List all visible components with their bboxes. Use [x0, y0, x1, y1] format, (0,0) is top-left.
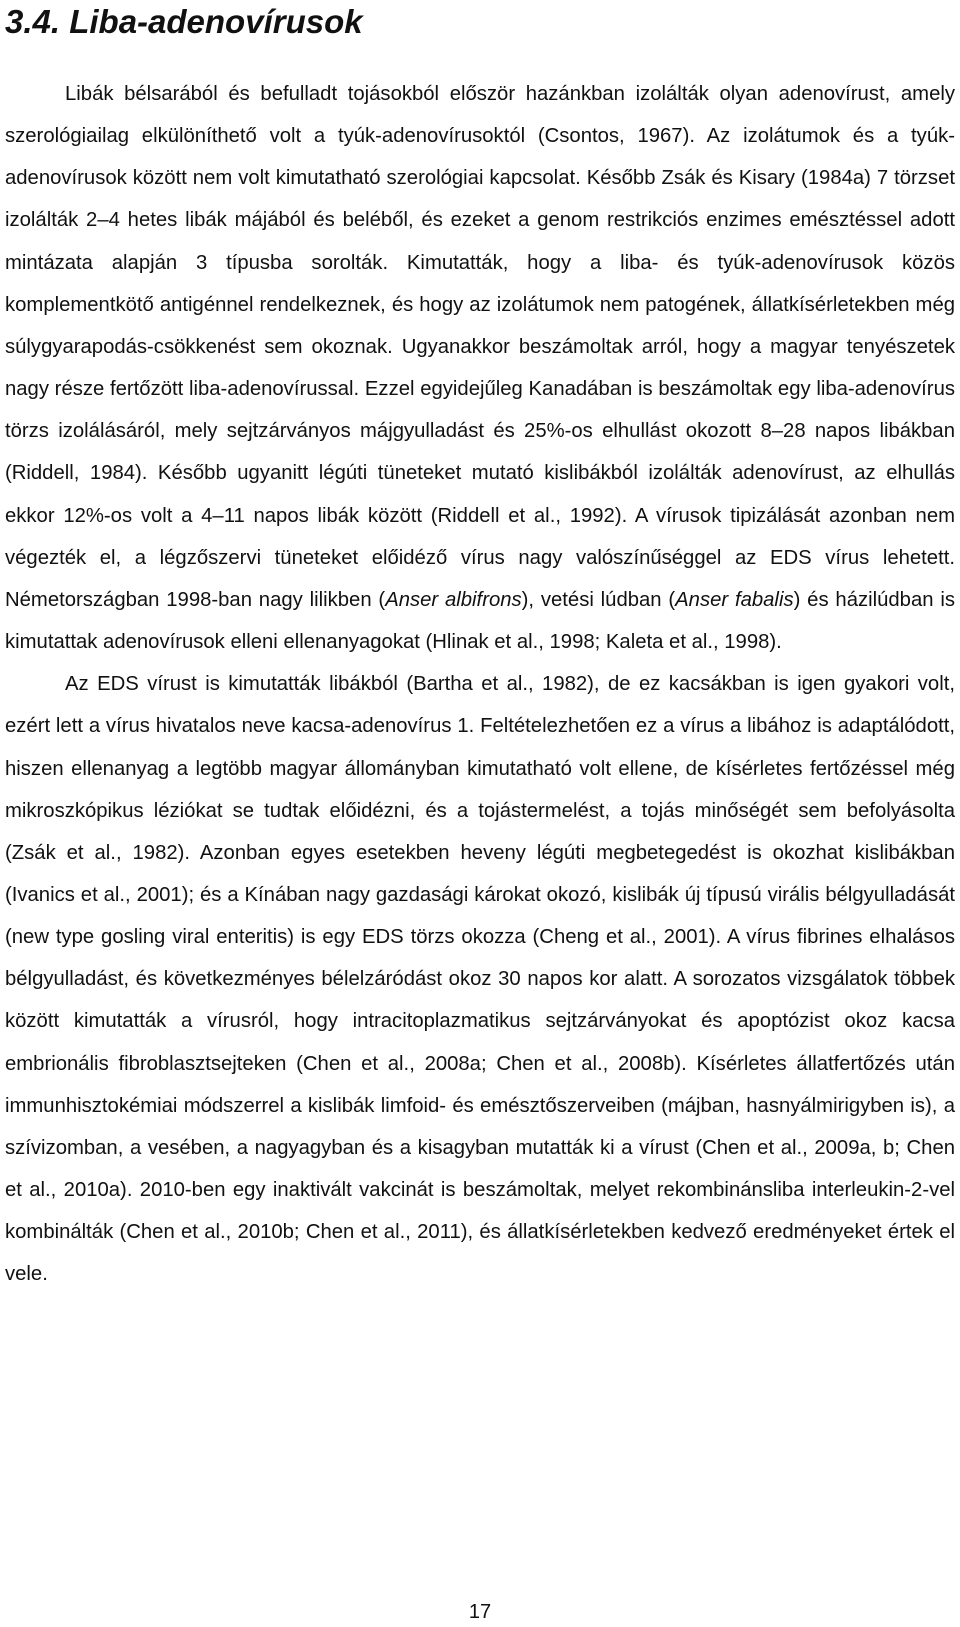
- species-name: Anser fabalis: [675, 588, 794, 611]
- text-run: Az EDS vírust is kimutatták libákból (Bartha et al., 1982), de ez kacsákban is igen gyakori volt, ezért lett a vírus hivatalos neve kacsa-adenovírus 1. Feltételezhetően ez a vírus a libához is adaptálódott, hiszen ellenanyag a legtöbb magyar állományban kimutatható volt ellene, de kísérletes fertőzéssel még mikroszkópikus léziókat se tudtak előidézni, és a tojástermelést, a tojás minőségét sem befolyásolta (Zsák et al., 1982). Azonban egyes esetekben heveny légúti megbetegedést is okozhat kislibákban (Ivanics et al., 2001); és a Kínában nagy gazdasági károkat okozó, kislibák új típusú virális bélgyulladását (new type gosling viral enteritis) is egy EDS törzs okozza (Cheng et al., 2001). A vírus fibrines elhalásos bélgyulladást, és következményes bélelzáródást okoz 30 napos kor alatt. A sorozatos vizsgálatok többek között kimutatták a vírusról, hogy intracitoplazmatikus sejtzárványokat és apoptózist okoz kacsa embrionális fibroblasztsejteken (Chen et al., 2008a; Chen et al., 2008b). Kísérletes állatfertőzés után immunhisztokémiai módszerrel a kislibák limfoid- és emésztőszerveiben (májban, hasnyálmirigyben is), a szívizomban, a vesében, a nagyagyban és a kisagyban mutatták ki a vírust (Chen et al., 2009a, b; Chen et al., 2010a). 2010-ben egy inaktivált vakcinát is beszámoltak, melyet rekombinánsliba interleukin-2-vel kombinálták (Chen et al., 2010b; Chen et al., 2011), és állatkísérletekben kedvező eredményeket értek el vele.: [5, 673, 955, 1286]
- paragraph-1: [5, 73, 955, 663]
- paragraph-2: [5, 663, 955, 1295]
- section-heading: 3.4. Liba-adenovírusok: [5, 3, 363, 40]
- document-page: [5, 0, 955, 1296]
- text-run: ), vetési lúdban (: [521, 588, 676, 611]
- text-run: Libák bélsarából és befulladt tojásokból először hazánkban izolálták olyan adenovírust, amely szerológiailag elkülöníthető volt a tyúk-adenovírusoktól (Csontos, 1967). Az izolátumok és a tyúk-adenovírusok között nem volt kimutatható szerológiai kapcsolat. Később Zsák és Kisary (1984a) 7 törzset izolálták 2–4 hetes libák májából és beléből, és ezeket a genom restrikciós enzimes emésztéssel adott mintázata alapján 3 típusba sorolták. Kimutatták, hogy a liba- és tyúk-adenovírusok közös komplementkötő antigénnel rendelkeznek, és hogy az izolátumok nem patogének, állatkísérletekben még súlygyarapodás-csökkenést sem okoznak. Ugyanakkor beszámoltak arról, hogy a magyar tenyészetek nagy része fertőzött liba-adenovírussal. Ezzel egyidejűleg Kanadában is beszámoltak egy liba-adenovírus törzs izolálásáról, mely sejtzárványos májgyulladást és 25%-os elhullást okozott 8–28 napos libákban (Riddell, 1984). Később ugyanitt légúti tüneteket mutató kislibákból izolálták adenovírust, az elhullás ekkor 12%-os volt a 4–11 napos libák között (Riddell et al., 1992). A vírusok tipizálását azonban nem végezték el, a légzőszervi tüneteket előidéző vírus nagy valószínűséggel az EDS vírus lehetett. Németországban 1998-ban nagy lilikben (: [5, 83, 955, 611]
- species-name: Anser albifrons: [385, 588, 522, 611]
- page-number: 17: [468, 1601, 492, 1623]
- text-run: ) és házilúdban is kimutattak adenovírusok elleni ellenanyagokat (Hlinak et al., 1998; Kaleta et al., 1998).: [5, 588, 955, 654]
